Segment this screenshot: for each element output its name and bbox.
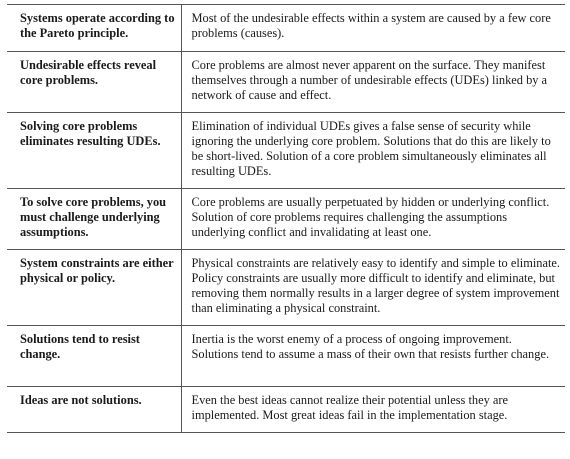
principle-cell: Systems operate according to the Pareto principle. xyxy=(7,5,181,52)
explanation-cell: Elimination of individual UDEs gives a false sense of security while ignoring the underlying core problem. Solutions that do this are likely to be short-lived. Solution of a core problem simultaneously eliminates all resulting UDEs. xyxy=(181,113,565,189)
explanation-cell: Even the best ideas cannot realize their potential unless they are implemented. Most great ideas fail in the implementation stage. xyxy=(181,387,565,433)
table-row xyxy=(7,189,565,250)
table-row xyxy=(7,52,565,113)
table-row xyxy=(7,250,565,326)
principles-table xyxy=(7,4,565,433)
principle-cell: Solutions tend to resist change. xyxy=(7,326,181,387)
table-row xyxy=(7,113,565,189)
table-row xyxy=(7,387,565,433)
explanation-cell: Inertia is the worst enemy of a process of ongoing improvement. Solutions tend to assume a mass of their own that resists further change. xyxy=(181,326,565,387)
table-row xyxy=(7,5,565,52)
principle-cell: System constraints are either physical or policy. xyxy=(7,250,181,326)
principles-table-body xyxy=(7,5,565,433)
explanation-cell: Physical constraints are relatively easy to identify and simple to eliminate. Policy constraints are usually more difficult to identify and eliminate, but removing them normally results in a larger degree of system improvement than eliminating a physical constraint. xyxy=(181,250,565,326)
explanation-cell: Core problems are almost never apparent on the surface. They manifest themselves through a number of undesirable effects (UDEs) linked by a network of cause and effect. xyxy=(181,52,565,113)
principle-cell: Ideas are not solutions. xyxy=(7,387,181,433)
principle-cell: To solve core problems, you must challenge underlying assumptions. xyxy=(7,189,181,250)
principle-cell: Solving core problems eliminates resulting UDEs. xyxy=(7,113,181,189)
table-row xyxy=(7,326,565,387)
explanation-cell: Most of the undesirable effects within a system are caused by a few core problems (causes). xyxy=(181,5,565,52)
explanation-cell: Core problems are usually perpetuated by hidden or underlying conflict. Solution of core problems requires challenging the assumptions underlying conflict and invalidating at least one. xyxy=(181,189,565,250)
principle-cell: Undesirable effects reveal core problems. xyxy=(7,52,181,113)
